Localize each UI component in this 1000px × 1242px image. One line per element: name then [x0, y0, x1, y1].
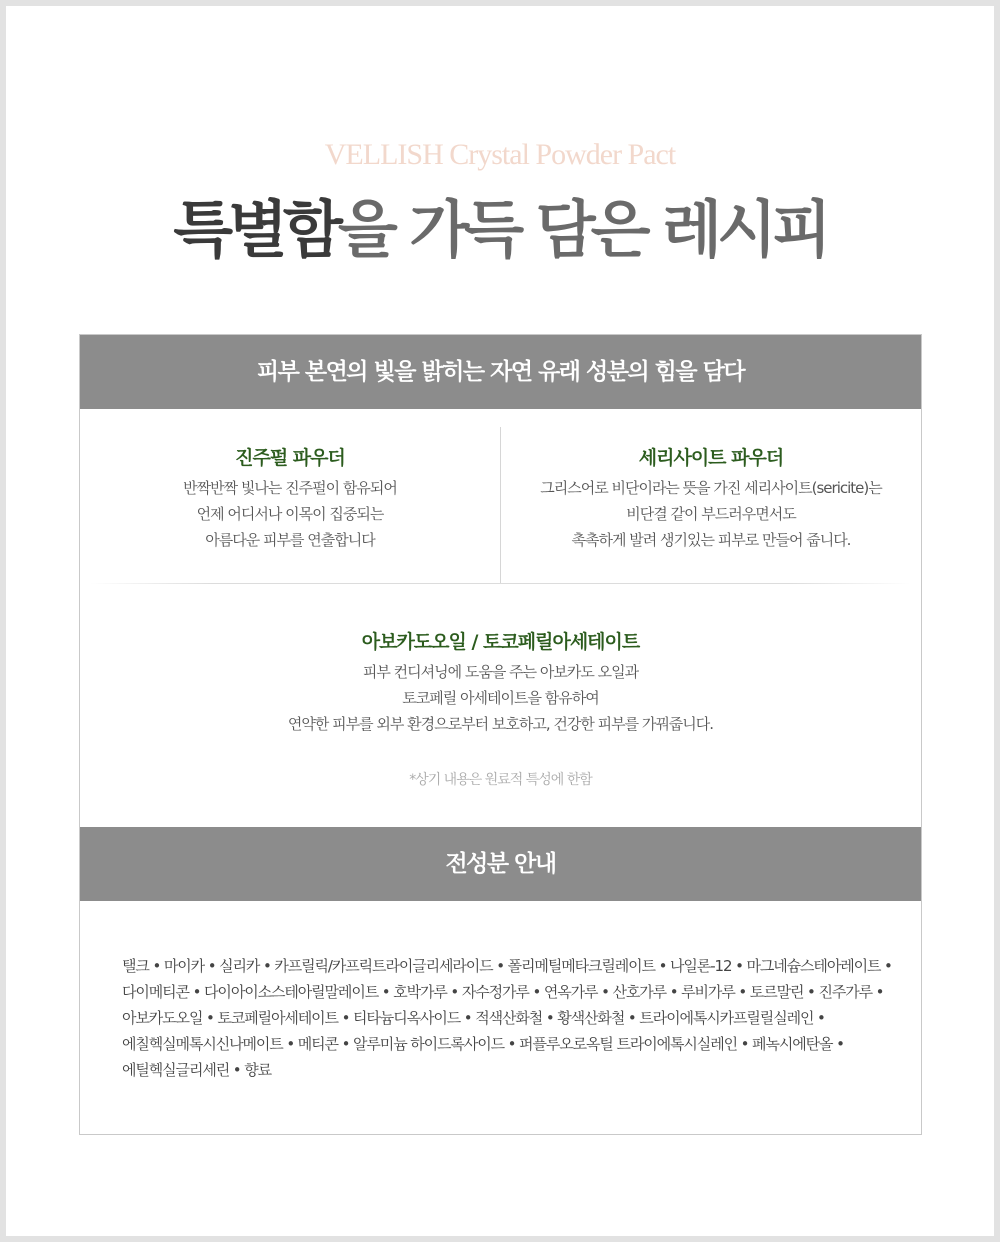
feature-line: 반짝반짝 빛나는 진주펄이 함유되어 — [183, 479, 397, 497]
feature-sericite-powder — [501, 445, 921, 553]
feature-avocado-tocopheryl — [80, 629, 921, 737]
section-heading-ingredients-power: 피부 본연의 빛을 밝히는 자연 유래 성분의 힘을 담다 — [80, 335, 921, 409]
feature-title: 세리사이트 파우더 — [638, 447, 784, 469]
title-emphasis: 특별함 — [173, 193, 338, 266]
product-subtitle: VELLISH Crystal Powder Pact — [324, 138, 676, 171]
feature-line: 언제 어디서나 이목이 집중되는 — [196, 505, 384, 523]
feature-line: 아름다운 피부를 연출합니다 — [205, 531, 375, 549]
feature-line: 그리스어로 비단이라는 뜻을 가진 세리사이트(sericite)는 — [540, 479, 882, 497]
feature-line: 비단결 같이 부드러우면서도 — [626, 505, 796, 523]
feature-line: 연약한 피부를 외부 환경으로부터 보호하고, 건강한 피부를 가꿔줍니다. — [287, 715, 714, 733]
recipe-box — [79, 334, 922, 1135]
title-rest: 을 가득 담은 레시피 — [337, 193, 827, 266]
page-title — [0, 190, 1000, 270]
disclaimer-note: *상기 내용은 원료적 특성에 한함 — [409, 772, 592, 788]
feature-line: 피부 컨디셔닝에 도움을 주는 아보카도 오일과 — [362, 663, 639, 681]
horizontal-divider — [90, 583, 911, 584]
feature-line: 토코페릴 아세테이트을 함유하여 — [402, 689, 599, 707]
feature-title: 아보카도오일 / 토코페릴아세테이트 — [361, 631, 640, 653]
feature-title: 진주펄 파우더 — [235, 447, 345, 469]
feature-line: 촉촉하게 발려 생기있는 피부로 만들어 줍니다. — [571, 531, 851, 549]
section-heading-full-ingredients: 전성분 안내 — [80, 827, 921, 901]
ingredient-list: 탤크 • 마이카 • 실리카 • 카프릴릭/카프릭트라이글리세라이드 • 폴리메틸메타크릴레이트 • 나일론-12 • 마그네슘스테아레이트 • 다이메티콘 • 다이아이소스테아릴말레이트 • 호박가루 • 자수정가루 • 연옥가루 • 산호가루 • 루비가루 • 토르말린 • 진주가루 • 아보카도오일 • 토코페릴아세테이트 • 티타늄디옥사이드 • 적색산화철 • 황색산화철 • 트라이에톡시카프릴릴실레인 • 에칠헥실메톡시신나메이트 • 메티콘 • 알루미늄 하이드록사이드 • 퍼플루오로옥틸 트라이에톡시실레인 • 페녹시에탄올 • 에틸헥실글리세린 • 향료 — [122, 957, 892, 1079]
feature-pearl-powder — [80, 445, 500, 553]
